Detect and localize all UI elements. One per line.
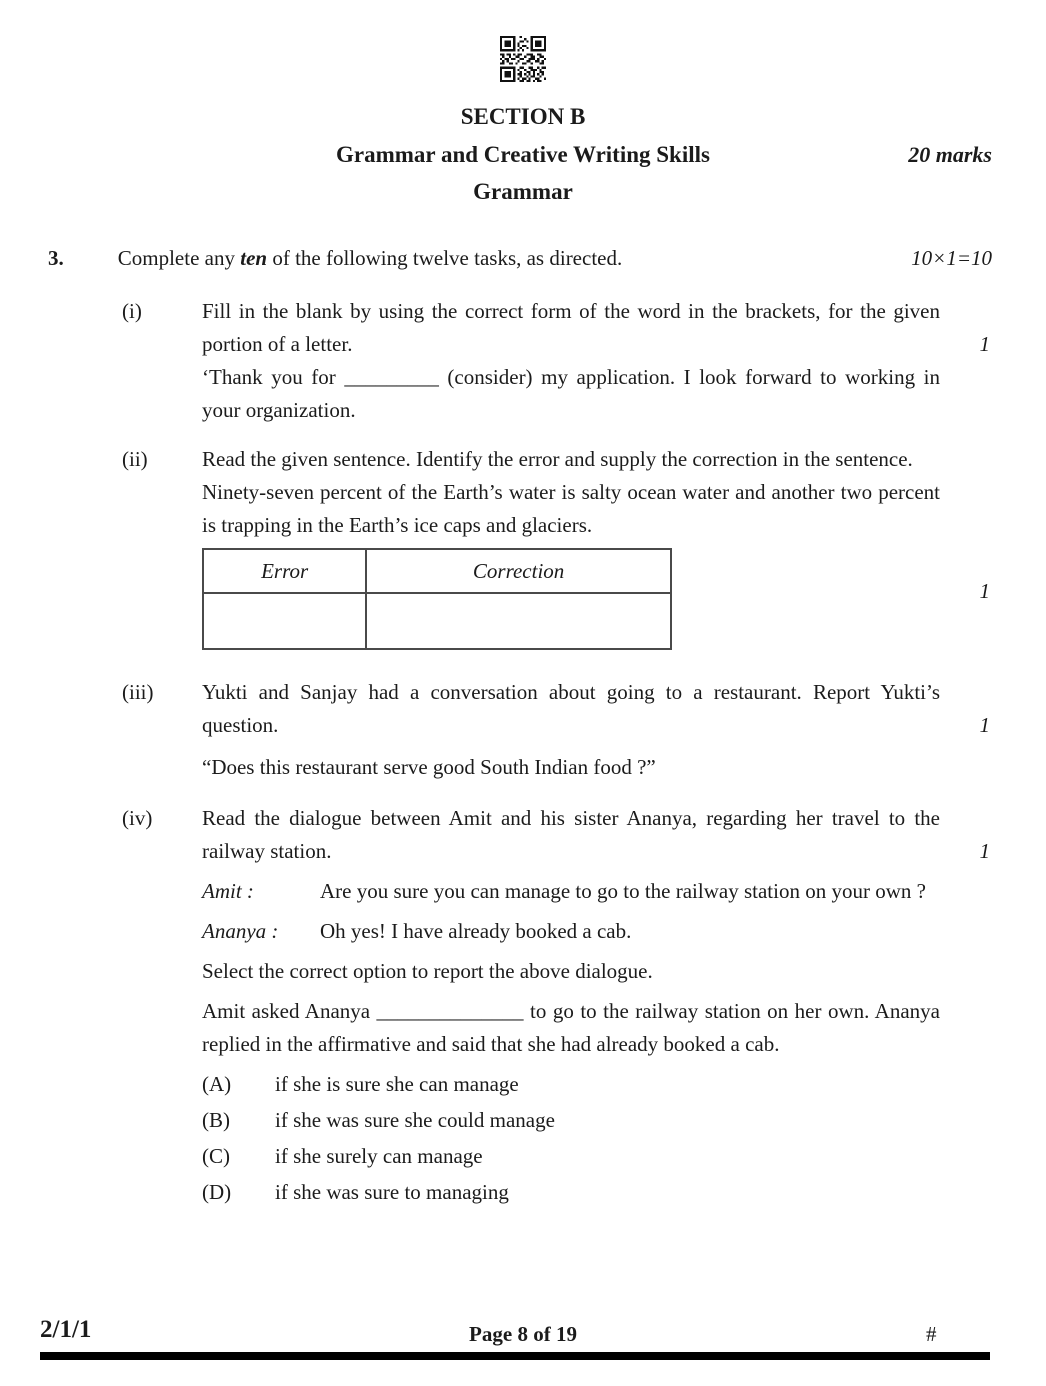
- option-row-b: [202, 1102, 940, 1138]
- item-iv-marks: 1: [979, 839, 990, 863]
- question-text: Complete any ten of the following twelve tasks, as directed.: [117, 246, 623, 270]
- item-ii-paragraph-2: Ninety-seven percent of the Earth’s water is salty ocean water and another two percent is trapping in the Earth’s ice caps and glaciers.: [202, 480, 940, 537]
- question-marks: 10×1=10: [911, 246, 992, 270]
- item-i-paragraph-2: ‘Thank you for _________ (consider) my application. I look forward to working in your organization.: [202, 365, 940, 422]
- error-correction-empty-row: [203, 593, 671, 649]
- footer-rule: [40, 1352, 990, 1360]
- table-empty-cell-error: [203, 593, 366, 649]
- item-ii: [122, 443, 990, 650]
- item-iii-marks: 1: [979, 713, 990, 737]
- footer-hash-mark: #: [926, 1322, 937, 1346]
- option-b-label: (B): [202, 1108, 230, 1132]
- dialogue-text-amit: Are you sure you can manage to go to the railway station on your own ?: [320, 879, 926, 903]
- option-a-text: if she is sure she can manage: [275, 1072, 519, 1096]
- option-row-a: [202, 1066, 940, 1102]
- option-c-label: (C): [202, 1144, 230, 1168]
- dialogue-row-amit: [202, 875, 940, 908]
- item-i-label: (i): [122, 299, 142, 323]
- section-title: Grammar and Creative Writing Skills: [336, 142, 710, 167]
- item-ii-label: (ii): [122, 447, 148, 471]
- error-correction-table: [202, 548, 672, 650]
- option-a-label: (A): [202, 1072, 232, 1096]
- option-c-text: if she surely can manage: [275, 1144, 483, 1168]
- table-header-error: Error: [203, 549, 366, 593]
- section-heading: SECTION B: [460, 104, 586, 129]
- qr-code-icon: [500, 36, 546, 82]
- section-title-row: [0, 142, 1046, 168]
- footer-paper-code: 2/1/1: [40, 1316, 92, 1343]
- item-iii-paragraph-1: Yukti and Sanjay had a conversation about going to a restaurant. Report Yukti’s question.: [202, 680, 940, 737]
- table-header-correction: Correction: [366, 549, 671, 593]
- item-iv-label: (iv): [122, 806, 153, 830]
- item-i: [122, 295, 990, 427]
- question-number: 3.: [48, 246, 64, 270]
- table-empty-cell-correction: [366, 593, 671, 649]
- option-row-c: [202, 1138, 940, 1174]
- footer-page-number: Page 8 of 19: [469, 1322, 577, 1346]
- item-iv-paragraph-1: Read the dialogue between Amit and his sister Ananya, regarding her travel to the railway station.: [202, 806, 940, 863]
- item-iii: [122, 676, 990, 784]
- item-iv-paragraph-3: Amit asked Ananya ______________ to go to the railway station on her own. Ananya replied in the affirmative and said that she had already booked a cab.: [202, 999, 940, 1056]
- option-d-text: if she was sure to managing: [275, 1180, 509, 1204]
- item-iv-paragraph-2: Select the correct option to report the above dialogue.: [202, 959, 653, 983]
- error-correction-header-row: [203, 549, 671, 593]
- option-row-d: [202, 1174, 940, 1210]
- qr-code-container: [0, 0, 1046, 88]
- section-marks: 20 marks: [908, 142, 992, 167]
- options-block: [202, 1066, 940, 1210]
- item-iv: [122, 802, 990, 1210]
- speaker-label-ananya: Ananya :: [202, 919, 279, 943]
- dialogue-row-ananya: [202, 915, 940, 948]
- section-subheading: Grammar: [473, 179, 573, 204]
- item-i-marks: 1: [979, 332, 990, 356]
- question-3-intro: [48, 242, 992, 275]
- dialogue-text-ananya: Oh yes! I have already booked a cab.: [320, 919, 632, 943]
- item-i-paragraph-1: Fill in the blank by using the correct form of the word in the brackets, for the given portion of a letter.: [202, 299, 940, 356]
- option-b-text: if she was sure she could manage: [275, 1108, 555, 1132]
- option-d-label: (D): [202, 1180, 232, 1204]
- item-iii-label: (iii): [122, 680, 154, 704]
- item-iii-paragraph-2: “Does this restaurant serve good South Indian food ?”: [202, 755, 656, 779]
- item-ii-paragraph-1: Read the given sentence. Identify the error and supply the correction in the sentence.: [202, 447, 913, 471]
- speaker-label-amit: Amit :: [202, 879, 254, 903]
- item-ii-marks: 1: [979, 579, 990, 603]
- question-text-emphasis: ten: [240, 246, 268, 270]
